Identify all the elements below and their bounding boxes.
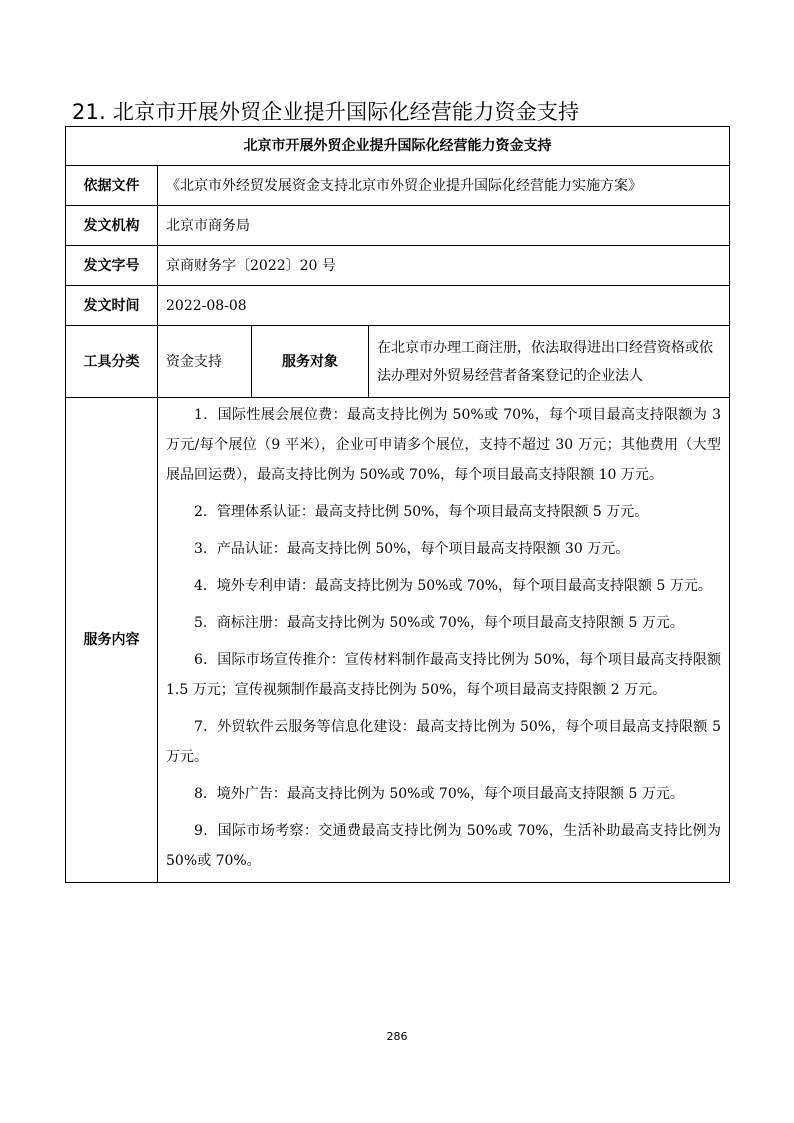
basis-value: 《北京市外经贸发展资金支持北京市外贸企业提升国际化经营能力实施方案》 xyxy=(158,166,730,206)
basis-label: 依据文件 xyxy=(66,166,158,206)
page-number: 286 xyxy=(386,1030,408,1043)
policy-table xyxy=(65,126,730,883)
content-item: 4．境外专利申请：最高支持比例为 50%或 70%，每个项目最高支持限额 5 万元。 xyxy=(194,578,712,594)
content-item: 8．境外广告：最高支持比例为 50%或 70%，每个项目最高支持限额 5 万元。 xyxy=(194,786,684,802)
doc-no-value: 京商财务字〔2022〕20 号 xyxy=(158,246,730,286)
date-row xyxy=(66,286,730,326)
target-value: 在北京市办理工商注册，依法取得进出口经营资格或依法办理对外贸易经营者备案登记的企业法人 xyxy=(369,326,730,398)
date-value: 2022-08-08 xyxy=(158,286,730,326)
date-label: 发文时间 xyxy=(66,286,158,326)
content-item: 5．商标注册：最高支持比例为 50%或 70%，每个项目最高支持限额 5 万元。 xyxy=(194,615,684,631)
section-heading: 21. 北京市开展外贸企业提升国际化经营能力资金支持 xyxy=(72,100,580,124)
doc-no-row xyxy=(66,246,730,286)
content-item: 9．国际市场考察：交通费最高支持比例为 50%或 70%，生活补助最高支持比例为 50%或 70%。 xyxy=(166,823,721,869)
target-label: 服务对象 xyxy=(252,326,369,398)
content-item: 2．管理体系认证：最高支持比例 50%，每个项目最高支持限额 5 万元。 xyxy=(194,504,649,520)
content-row xyxy=(66,398,730,883)
content-list xyxy=(158,398,730,883)
content-item: 7．外贸软件云服务等信息化建设：最高支持比例为 50%，每个项目最高支持限额 5 万元。 xyxy=(166,719,721,765)
tool-value: 资金支持 xyxy=(158,326,252,398)
table-title: 北京市开展外贸企业提升国际化经营能力资金支持 xyxy=(66,127,730,166)
issuer-row xyxy=(66,206,730,246)
issuer-value: 北京市商务局 xyxy=(158,206,730,246)
content-item: 3．产品认证：最高支持比例 50%，每个项目最高支持限额 30 万元。 xyxy=(194,541,630,557)
content-label: 服务内容 xyxy=(66,398,158,883)
doc-no-label: 发文字号 xyxy=(66,246,158,286)
tool-label: 工具分类 xyxy=(66,326,158,398)
basis-row xyxy=(66,166,730,206)
tool-row xyxy=(66,326,730,398)
content-item: 6．国际市场宣传推介：宣传材料制作最高支持比例为 50%，每个项目最高支持限额 1.5 万元；宣传视频制作最高支持比例为 50%，每个项目最高支持限额 2 万元。 xyxy=(166,652,721,698)
content-item: 1．国际性展会展位费：最高支持比例为 50%或 70%，每个项目最高支持限额为 3 万元/每个展位（9 平米），企业可申请多个展位，支持不超过 30 万元；其他费用（大型展品回运费），最高支持比例为 50%或 70%，每个项目最高支持限额 10 万元。 xyxy=(166,407,721,483)
issuer-label: 发文机构 xyxy=(66,206,158,246)
